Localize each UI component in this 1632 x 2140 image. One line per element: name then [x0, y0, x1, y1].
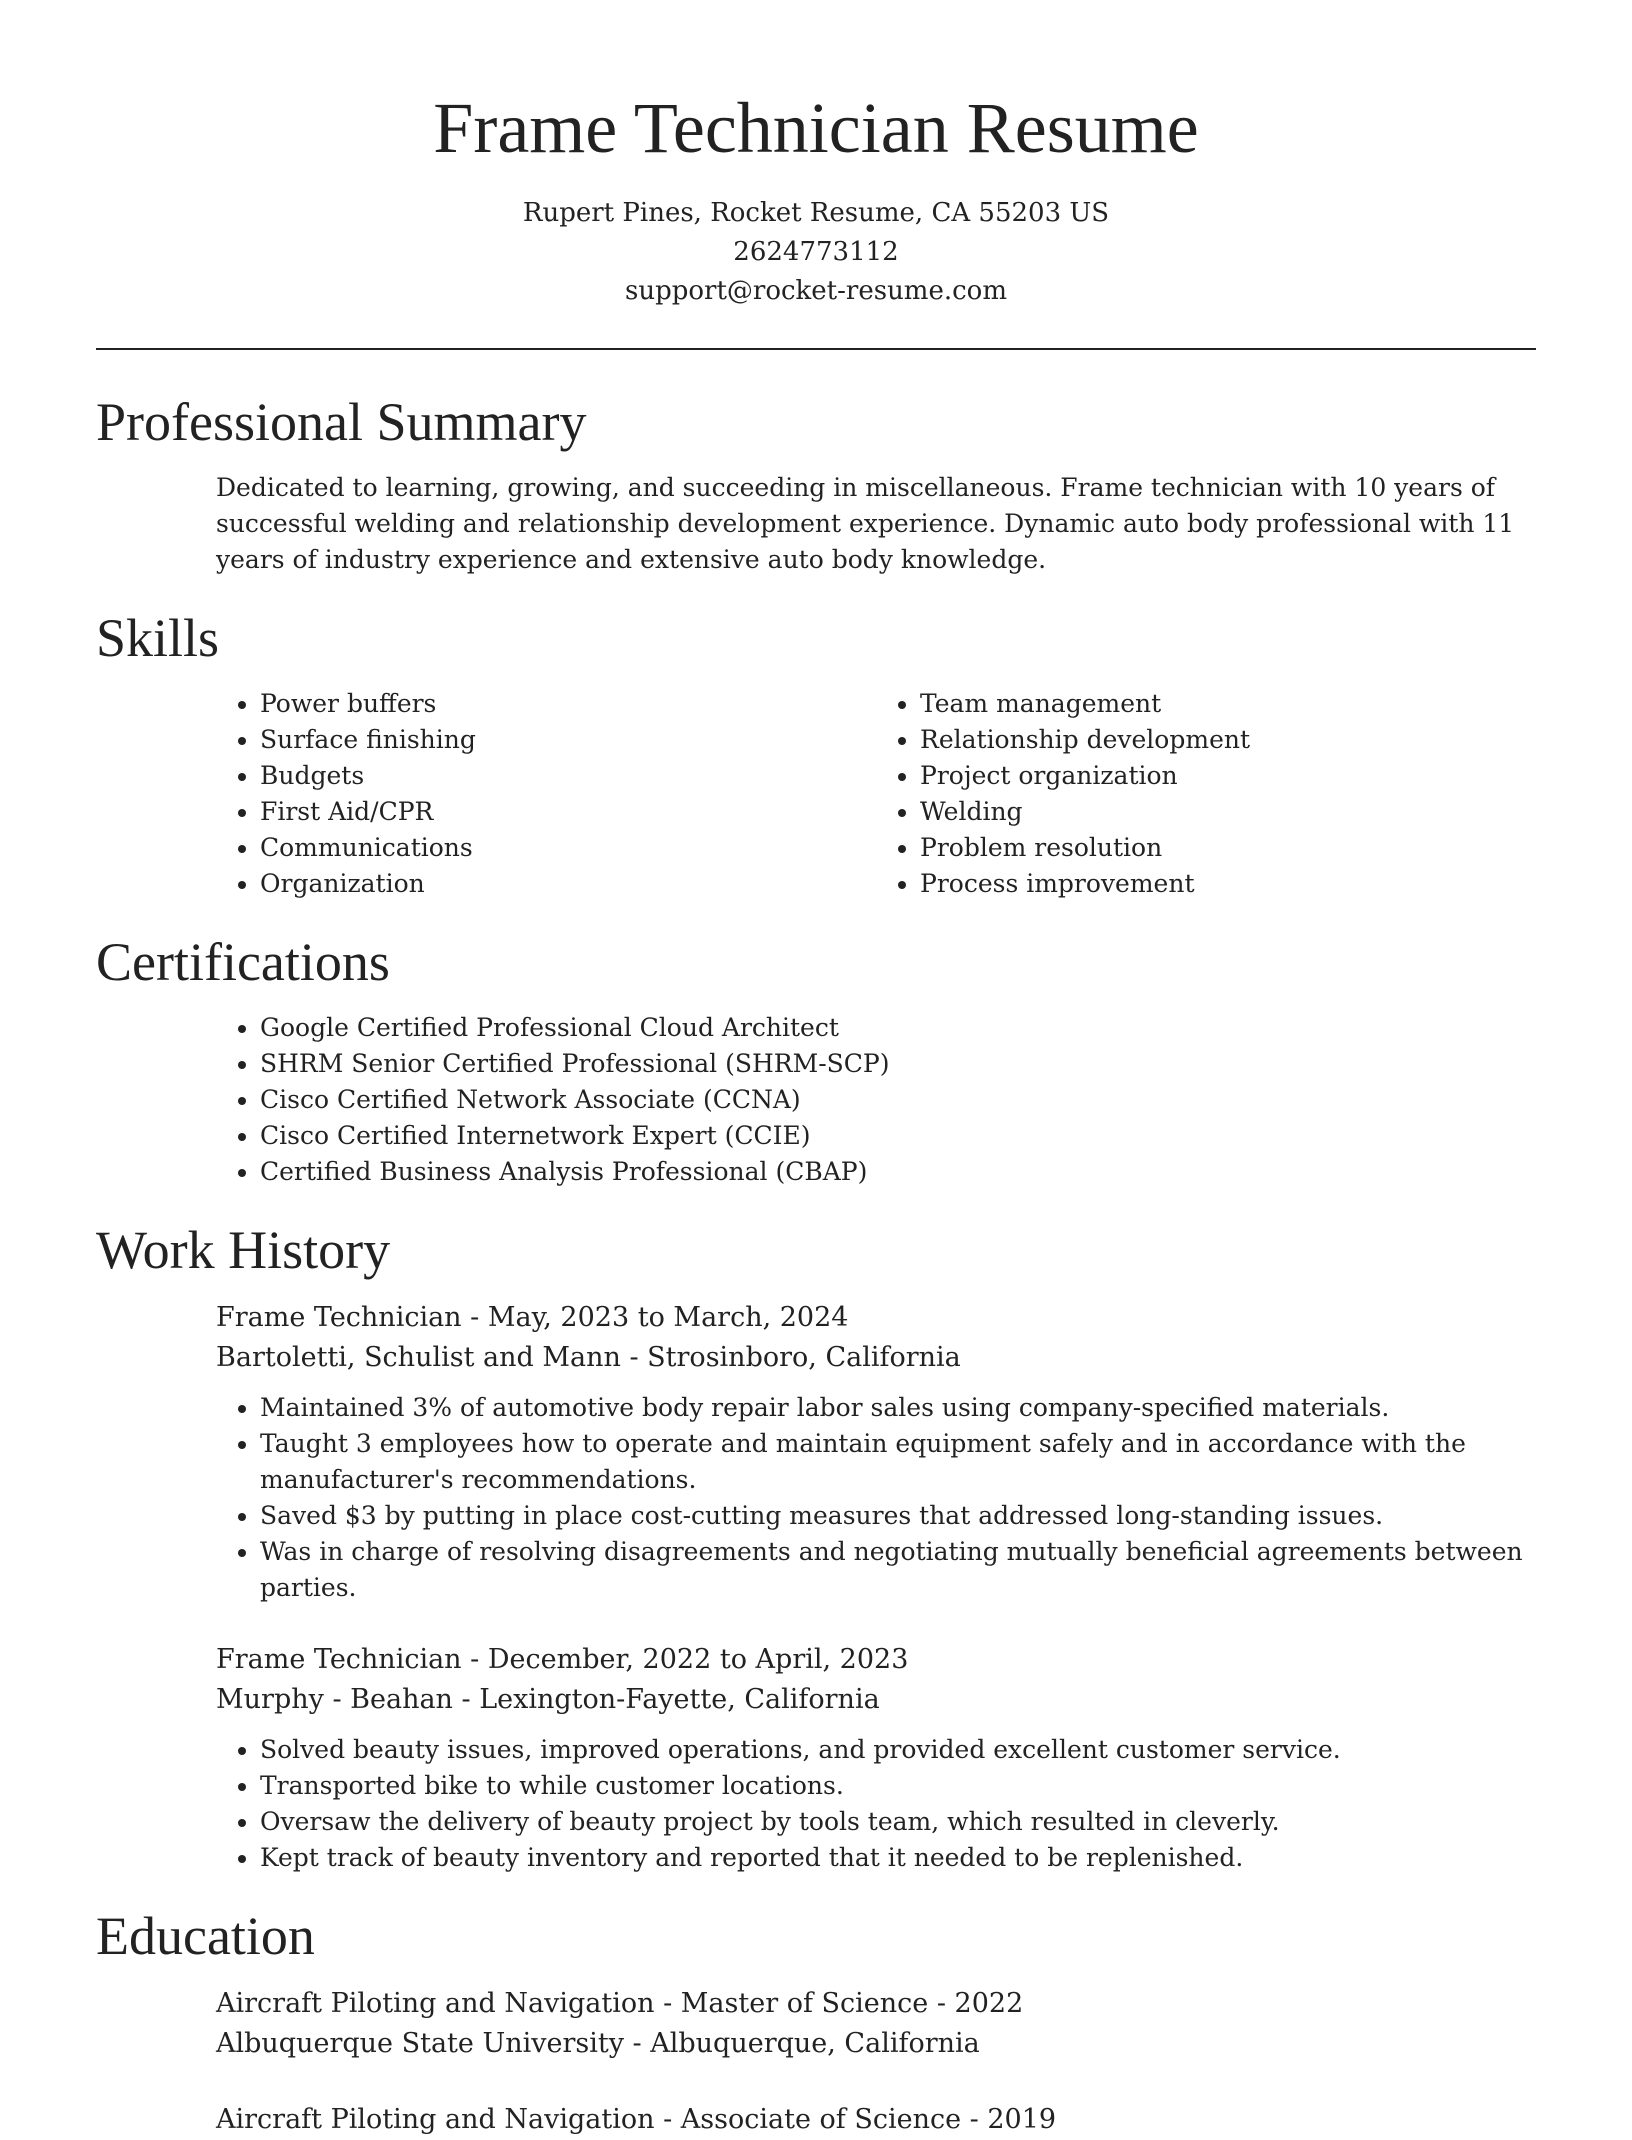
skills-heading: Skills — [96, 608, 220, 668]
job-bullet: • Transported bike to while customer locations. — [260, 1768, 1536, 1804]
skill-item: • Team management — [920, 686, 1536, 722]
education-entry — [216, 1984, 1536, 2064]
work-history-heading: Work History — [96, 1220, 391, 1280]
job-title: Frame Technician - May, 2023 to March, 2024 — [216, 1302, 849, 1333]
job-bullet: • Was in charge of resolving disagreements and negotiating mutually beneficial agreements between parties. — [260, 1534, 1536, 1606]
job-bullet: • Solved beauty issues, improved operations, and provided excellent customer service. — [260, 1732, 1536, 1768]
certification-item: • SHRM Senior Certified Professional (SHRM-SCP) — [260, 1046, 1536, 1082]
education-section — [96, 1904, 1536, 2140]
certifications-heading: Certifications — [96, 932, 390, 992]
education-heading: Education — [96, 1906, 315, 1966]
skill-item: • Organization — [260, 866, 876, 902]
skill-item: • Relationship development — [920, 722, 1536, 758]
job-employer: Bartoletti, Schulist and Mann - Strosinboro, California — [216, 1342, 961, 1373]
skill-item: • Budgets — [260, 758, 876, 794]
skill-item: • Welding — [920, 794, 1536, 830]
skill-item: • Communications — [260, 830, 876, 866]
job-bullet: • Oversaw the delivery of beauty project by tools team, which resulted in cleverly. — [260, 1804, 1536, 1840]
certifications-list — [216, 1010, 1536, 1190]
job-title: Frame Technician - December, 2022 to April, 2023 — [216, 1644, 909, 1675]
skill-item: • Problem resolution — [920, 830, 1536, 866]
job-entry — [216, 1298, 1536, 1606]
certifications-section — [96, 930, 1536, 1190]
summary-text: Dedicated to learning, growing, and succeeding in miscellaneous. Frame technician with 10 years of successful welding and relationship development experience. Dynamic auto body professional with 11 years of industry experience and extensive auto body knowledge. — [216, 473, 1515, 574]
contact-email: support@rocket-resume.com — [624, 276, 1007, 306]
skill-item: • Project organization — [920, 758, 1536, 794]
education-school: Albuquerque State University - Albuquerque, California — [216, 2028, 980, 2059]
skills-left-list — [216, 686, 876, 902]
skill-item: • First Aid/CPR — [260, 794, 876, 830]
job-bullet: • Saved $3 by putting in place cost-cutting measures that addressed long-standing issues. — [260, 1498, 1536, 1534]
job-bullets — [216, 1732, 1536, 1876]
job-bullet: • Kept track of beauty inventory and reported that it needed to be replenished. — [260, 1840, 1536, 1876]
job-employer: Murphy - Beahan - Lexington-Fayette, California — [216, 1684, 880, 1715]
certification-item: • Google Certified Professional Cloud Architect — [260, 1010, 1536, 1046]
education-degree: Aircraft Piloting and Navigation - Master of Science - 2022 — [216, 1988, 1024, 2019]
contact-address: Rupert Pines, Rocket Resume, CA 55203 US — [522, 198, 1110, 228]
skill-item: • Process improvement — [920, 866, 1536, 902]
summary-heading: Professional Summary — [96, 392, 587, 452]
resume-header — [96, 0, 1536, 311]
job-bullets — [216, 1390, 1536, 1606]
work-history-section — [96, 1218, 1536, 1876]
job-bullet: • Maintained 3% of automotive body repair labor sales using company-specified materials. — [260, 1390, 1536, 1426]
skill-item: • Surface finishing — [260, 722, 876, 758]
education-degree: Aircraft Piloting and Navigation - Associate of Science - 2019 — [216, 2104, 1057, 2135]
contact-block — [96, 194, 1536, 311]
skill-item: • Power buffers — [260, 686, 876, 722]
certification-item: • Cisco Certified Internetwork Expert (CCIE) — [260, 1118, 1536, 1154]
job-entry — [216, 1640, 1536, 1876]
skills-right-list — [876, 686, 1536, 902]
job-bullet: • Taught 3 employees how to operate and maintain equipment safely and in accordance with the manufacturer's recommendations. — [260, 1426, 1536, 1498]
skills-columns — [216, 686, 1536, 902]
header-divider — [96, 348, 1536, 350]
certification-item: • Cisco Certified Network Associate (CCNA) — [260, 1082, 1536, 1118]
contact-phone: 2624773112 — [733, 237, 899, 267]
certification-item: • Certified Business Analysis Professional (CBAP) — [260, 1154, 1536, 1190]
summary-section — [96, 390, 1536, 578]
education-entry — [216, 2100, 1536, 2140]
resume-title: Frame Technician Resume — [433, 88, 1199, 168]
skills-section — [96, 606, 1536, 902]
